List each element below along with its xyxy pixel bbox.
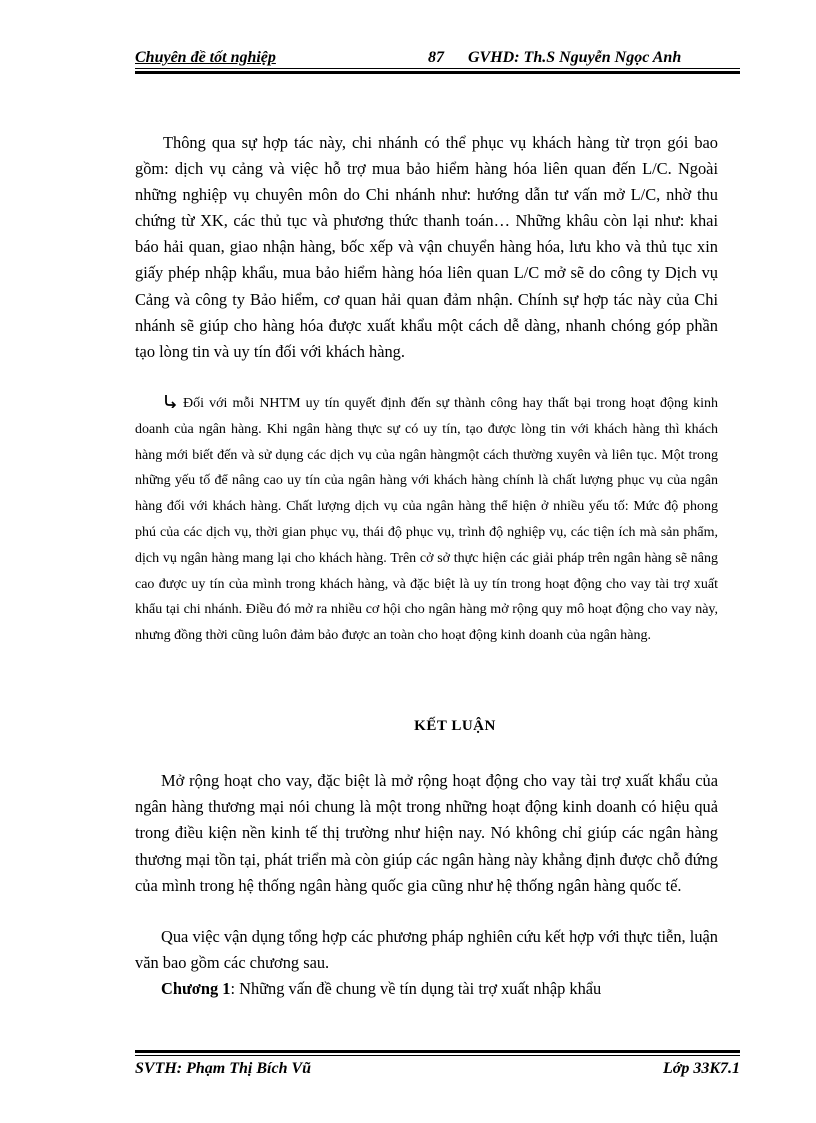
footer-rule-thick <box>135 1050 740 1053</box>
chapter-1-title: : Những vấn đề chung về tín dụng tài trợ xuất nhập khẩu <box>230 979 602 998</box>
footer-rule-thin <box>135 1055 740 1056</box>
section-heading-conclusion: KẾT LUẬN <box>414 718 496 734</box>
footer-student: SVTH: Phạm Thị Bích Vũ <box>135 1060 312 1077</box>
paragraph-reputation <box>135 391 718 649</box>
chapter-1-label: Chương 1 <box>161 979 231 998</box>
arrow-bullet-icon <box>163 394 177 408</box>
page-footer <box>135 1060 740 1082</box>
paragraph-conclusion-2: Qua việc vận dụng tổng hợp các phương pháp nghiên cứu kết hợp với thực tiễn, luận văn bao gồm các chương sau. <box>135 927 718 973</box>
chapter-1-line <box>135 976 718 1002</box>
paragraph-cooperation: Thông qua sự hợp tác này, chi nhánh có thể phục vụ khách hàng từ trọn gói bao gồm: dịch vụ cảng và việc hỗ trợ mua bảo hiểm hàng hóa liên quan đến L/C. Ngoài những nghiệp vụ chuyên môn do Chi nhánh như: hướng dẫn tư vấn mở L/C, nhờ thu chứng từ XK, các thủ tục và phương thức thanh toán… Những khâu còn lại như: khai báo hải quan, giao nhận hàng, bốc xếp và vận chuyển hàng hóa, lưu kho và thủ tục xin giấy phép nhập khẩu, mua bảo hiểm hàng hóa liên quan L/C mở sẽ do công ty Dịch vụ Cảng và công ty Bảo hiểm, cơ quan hải quan đảm nhận. Chính sự hợp tác này của Chi nhánh sẽ giúp cho hàng hóa được xuất khẩu một cách dễ dàng, nhanh chóng góp phần tạo lòng tin và uy tín đối với khách hàng. <box>135 133 718 361</box>
page-number: 87 <box>428 49 444 66</box>
header-rule-thick <box>135 71 740 74</box>
header-supervisor: GVHD: Th.S Nguyễn Ngọc Anh <box>468 49 682 66</box>
page-header <box>135 46 740 68</box>
paragraph-conclusion-1: Mở rộng hoạt cho vay, đặc biệt là mở rộng hoạt động cho vay tài trợ xuất khẩu của ngân hàng thương mại nói chung là một trong những hoạt động kinh doanh có hiệu quả trong điều kiện nền kinh tế thị trường như hiện nay. Nó không chỉ giúp các ngân hàng thương mại tồn tại, phát triển mà còn giúp các ngân hàng này khẳng định được chỗ đứng của mình trong hệ thống ngân hàng quốc gia cũng như hệ thống ngân hàng quốc tế. <box>135 771 718 895</box>
header-rule-thin <box>135 68 740 69</box>
paragraph-reputation-text: Đối với mỗi NHTM uy tín quyết định đến sự thành công hay thất bại trong hoạt động kinh doanh của ngân hàng. Khi ngân hàng thực sự có uy tín, tạo được lòng tin với khách hàng thì khách hàng mới biết đến và sử dụng các dịch vụ của ngân hàngmột cách thường xuyên và liên tục. Một trong những yếu tố để nâng cao uy tín của ngân hàng với khách hàng chính là chất lượng phục vụ của ngân hàng đối với khách hàng. Chất lượng dịch vụ của ngân hàng thể hiện ở nhiều yếu tố: Mức độ phong phú của các dịch vụ, thời gian phục vụ, thái độ phục vụ, trình độ nghiệp vụ, các tiện ích mà sản phẩm, dịch vụ ngân hàng mang lại cho khách hàng. Trên cở sở thực hiện các giải pháp trên ngân hàng sẽ nâng cao được uy tín của mình trong khách hàng, và đặc biệt là uy tín trong hoạt động cho vay tài trợ xuất khẩu tại chi nhánh. Điều đó mở ra nhiều cơ hội cho ngân hàng mở rộng quy mô hoạt động cho vay này, nhưng đồng thời cũng luôn đảm bảo được an toàn cho hoạt động kinh doanh của ngân hàng. <box>135 396 718 644</box>
footer-class: Lớp 33K7.1 <box>662 1060 740 1077</box>
header-title: Chuyên đề tốt nghiệp <box>135 49 276 66</box>
